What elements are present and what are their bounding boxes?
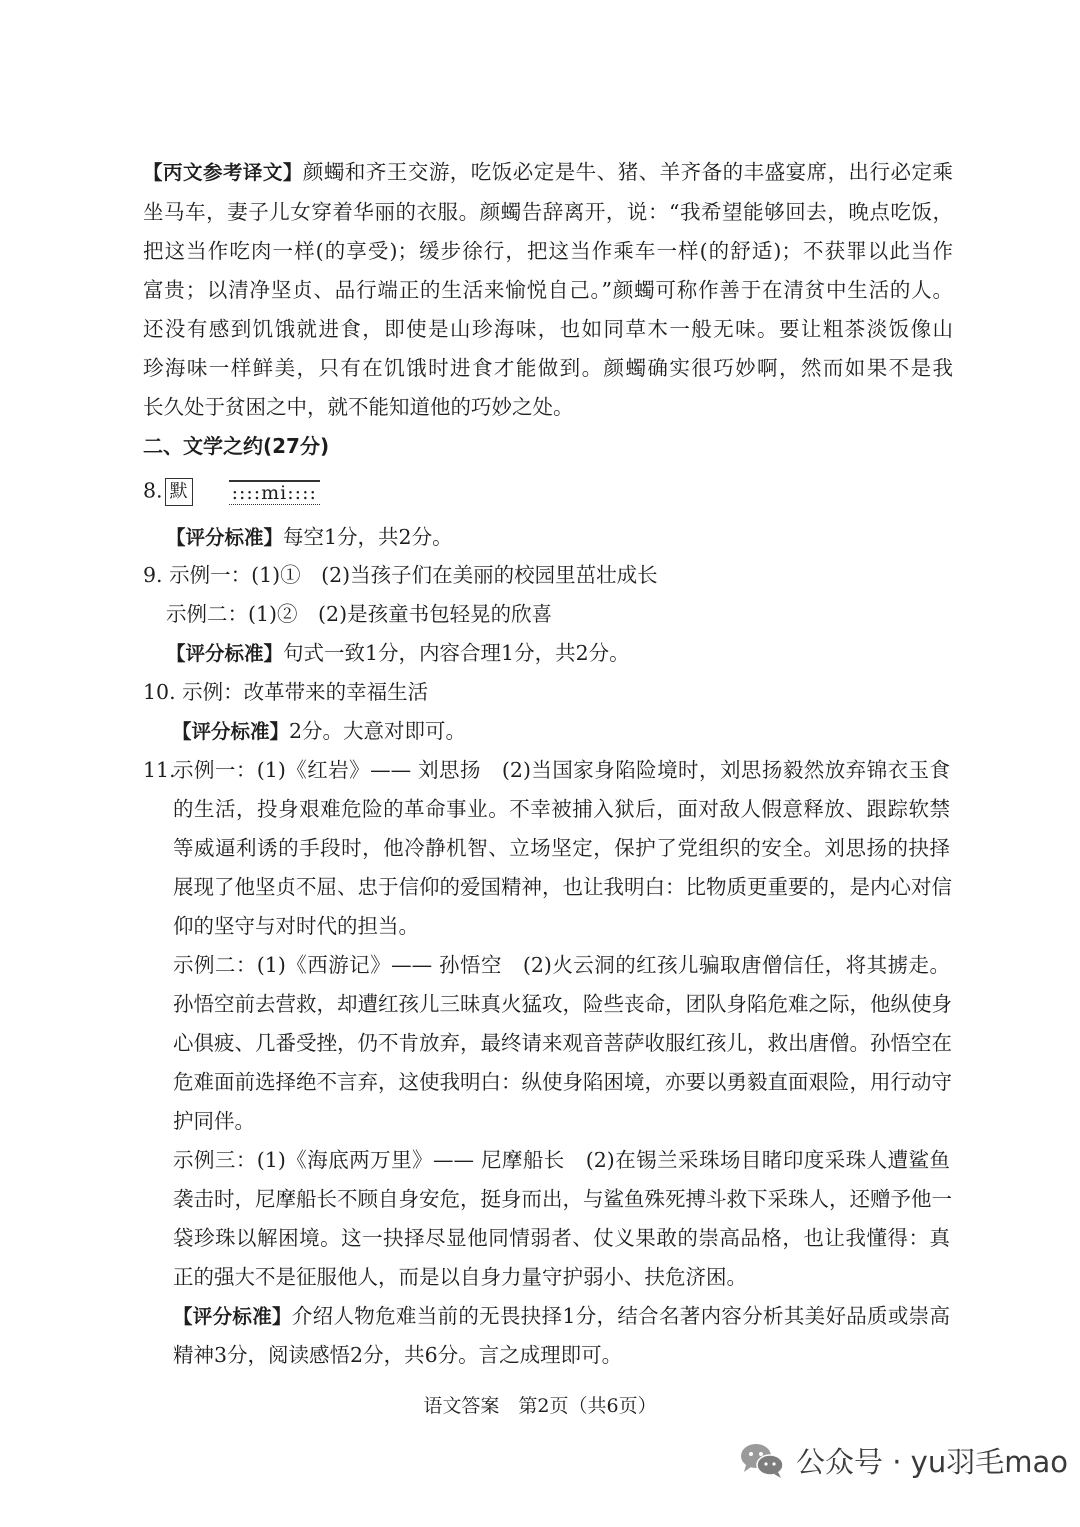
page-footer: 语文答案 第2页（共6页） bbox=[423, 1395, 657, 1417]
question-9-line: 示例二：(1)② (2)是孩童书包轻晃的欣喜 bbox=[166, 602, 553, 626]
q11-standard-line: 精神3分，阅读感悟2分，共6分。言之成理即可。 bbox=[173, 1343, 623, 1367]
q11-example-line: 示例二：(1)《西游记》—— 孙悟空 (2)火云洞的红孩儿骗取唐僧信任，将其掳走。 bbox=[173, 953, 950, 977]
q11-example-line: 等威逼利诱的手段时，他冷静机智、立场坚定，保护了党组织的安全。刘思扬的抉择 bbox=[173, 836, 950, 860]
q11-example-line: 袋珍珠以解困境。这一抉择尽显他同情弱者、仗义果敢的崇高品格，也让我懂得：真 bbox=[173, 1226, 950, 1250]
q11-example-line: 的生活，投身艰难危险的革命事业。不幸被捕入狱后，面对敌人假意释放、跟踪软禁 bbox=[173, 797, 950, 821]
q11-example-line: 护同伴。 bbox=[173, 1109, 255, 1133]
question-9-line: 9. 示例一：(1)① (2)当孩子们在美丽的校园里茁壮成长 bbox=[143, 563, 658, 587]
question-11-number: 11. bbox=[143, 758, 176, 782]
q11-example-line: 袭击时，尼摩船长不顾自身安危，挺身而出，与鲨鱼殊死搏斗救下采珠人，还赠予他一 bbox=[173, 1187, 952, 1211]
translation-line: 富贵；以清净坚贞、品行端正的生活来愉悦自己。”颜蠋可称作善于在清贫中生活的人。 bbox=[143, 278, 953, 302]
wechat-icon bbox=[738, 1440, 786, 1480]
translation-line: 坐马车，妻子儿女穿着华丽的衣服。颜蠋告辞离开，说：“我希望能够回去，晚点吃饭， bbox=[143, 200, 953, 224]
question-8 bbox=[143, 478, 953, 506]
translation-line: 珍海味一样鲜美，只有在饥饿时进食才能做到。颜蠋确实很巧妙啊，然而如果不是我 bbox=[143, 356, 953, 380]
q11-example-line: 危难面前选择绝不言弃，这使我明白：纵使身陷困境，亦要以勇毅直面艰险，用行动守 bbox=[173, 1070, 952, 1094]
question-10-line: 10. 示例：改革带来的幸福生活 bbox=[143, 680, 429, 704]
translation-line: 还没有感到饥饿就进食，即使是山珍海味，也如同草木一般无味。要让粗茶淡饭像山 bbox=[143, 317, 953, 341]
watermark-text: 公众号 · yu羽毛mao bbox=[796, 1444, 1068, 1479]
q11-standard: 【评分标准】介绍人物危难当前的无畏抉择1分，结合名著内容分析其美好品质或崇高 bbox=[173, 1304, 950, 1328]
translation-line: 长久处于贫困之中，就不能知道他的巧妙之处。 bbox=[143, 395, 574, 419]
question-number: 8. bbox=[143, 478, 163, 503]
watermark bbox=[738, 1438, 1068, 1482]
q11-example-line: 仰的坚守与对时代的担当。 bbox=[173, 914, 419, 938]
section-heading: 二、文学之约(27分) bbox=[143, 434, 330, 458]
q11-example-line: 示例一：(1)《红岩》—— 刘思扬 (2)当国家身陷险境时，刘思扬毅然放弃锦衣玉食 bbox=[173, 758, 950, 782]
q11-example-line: 展现了他坚贞不屈、忠于信仰的爱国精神，也让我明白：比物质更重要的，是内心对信 bbox=[173, 875, 952, 899]
pinyin-answer: ::::mi:::: bbox=[229, 480, 320, 505]
answer-char-box: 默 bbox=[165, 478, 193, 506]
q11-example-line: 孙悟空前去营救，却遭红孩儿三昧真火猛攻，险些丧命，团队身陷危难之际，他纵使身 bbox=[173, 992, 952, 1016]
q8-standard: 【评分标准】每空1分，共2分。 bbox=[166, 525, 453, 549]
q11-example-line: 正的强大不是征服他人，而是以自身力量守护弱小、扶危济困。 bbox=[173, 1265, 747, 1289]
translation-line: 【丙文参考译文】颜蠋和齐王交游，吃饭必定是牛、猪、羊齐备的丰盛宴席，出行必定乘 bbox=[143, 160, 953, 184]
q11-example-line: 心俱疲、几番受挫，仍不肯放弃，最终请来观音菩萨收服红孩儿，救出唐僧。孙悟空在 bbox=[173, 1031, 952, 1055]
translation-tag: 【丙文参考译文】 bbox=[143, 161, 303, 184]
q9-standard: 【评分标准】句式一致1分，内容合理1分，共2分。 bbox=[166, 641, 630, 665]
q11-example-line: 示例三：(1)《海底两万里》—— 尼摩船长 (2)在锡兰采珠场目睹印度采珠人遭鲨鱼 bbox=[173, 1148, 950, 1172]
translation-line: 把这当作吃肉一样(的享受)；缓步徐行，把这当作乘车一样(的舒适)；不获罪以此当作 bbox=[143, 239, 953, 263]
q10-standard: 【评分标准】2分。大意对即可。 bbox=[172, 719, 467, 743]
